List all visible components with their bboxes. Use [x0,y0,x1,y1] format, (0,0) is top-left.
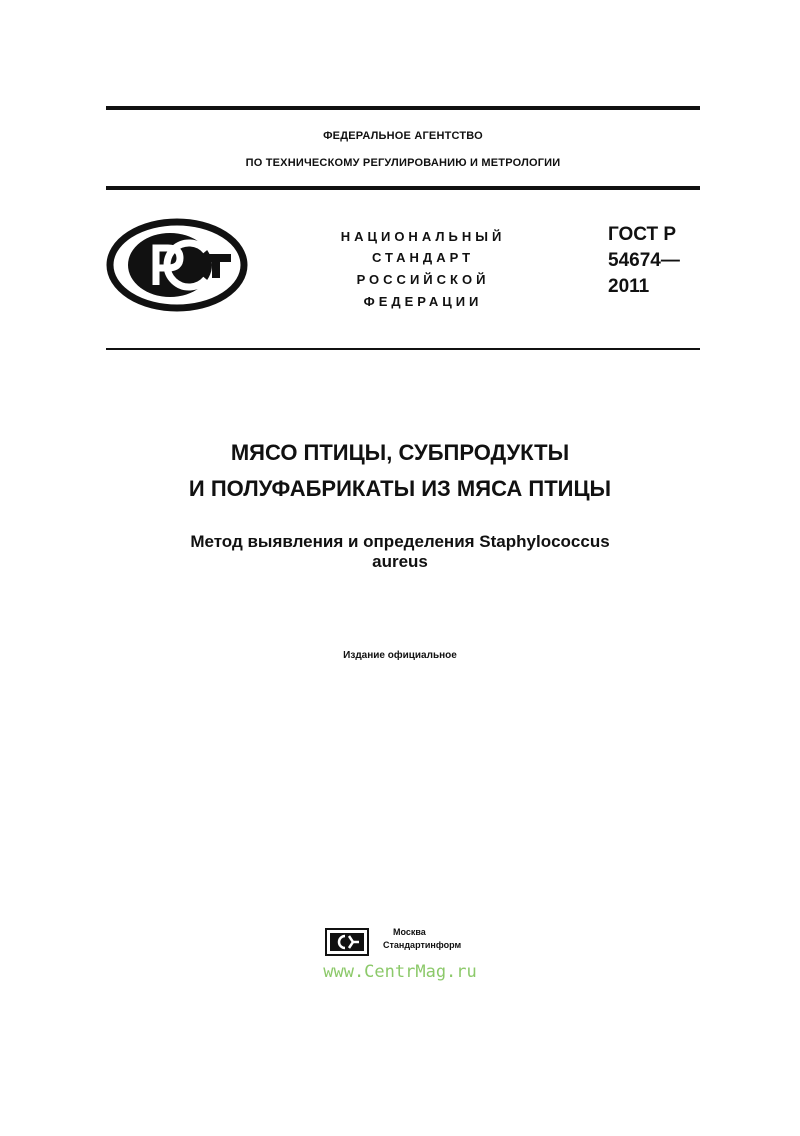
standard-type-line-2: СТАНДАРТ [371,250,475,265]
header-bottom-rule [106,348,700,350]
publisher-name: Стандартинформ [383,940,462,950]
agency-line-1: ФЕДЕРАЛЬНОЕ АГЕНТСТВО [323,130,483,142]
gost-code-line-3: 2011 [608,276,650,297]
standard-type-line-1: НАЦИОНАЛЬНЫЙ [340,229,506,244]
top-rule [106,106,700,110]
agency-line-2: ПО ТЕХНИЧЕСКОМУ РЕГУЛИРОВАНИЮ И МЕТРОЛОГИИ [245,157,561,169]
agency-bottom-rule [106,186,700,190]
watermark-link[interactable]: www.CentrMag.ru [323,962,477,982]
document-subtitle-line-2: aureus [372,552,428,571]
publisher-block [383,926,461,952]
document-title-line-1: МЯСО ПТИЦЫ, СУБПРОДУКТЫ [230,440,570,465]
document-title-line-2: И ПОЛУФАБРИКАТЫ ИЗ МЯСА ПТИЦЫ [188,476,612,501]
gost-r-logo-icon [106,218,248,312]
standartinform-logo-icon [325,928,369,956]
document-subtitle-line-1: Метод выявления и определения Staphylococcus [190,532,610,551]
publisher-city: Москва [393,927,426,937]
gost-code-line-2: 54674— [608,250,680,271]
gost-code-line-1: ГОСТ Р [608,224,677,245]
standard-type-line-4: ФЕДЕРАЦИИ [363,294,483,309]
standard-type-line-3: РОССИЙСКОЙ [356,272,490,287]
edition-label: Издание официальное [343,650,457,661]
